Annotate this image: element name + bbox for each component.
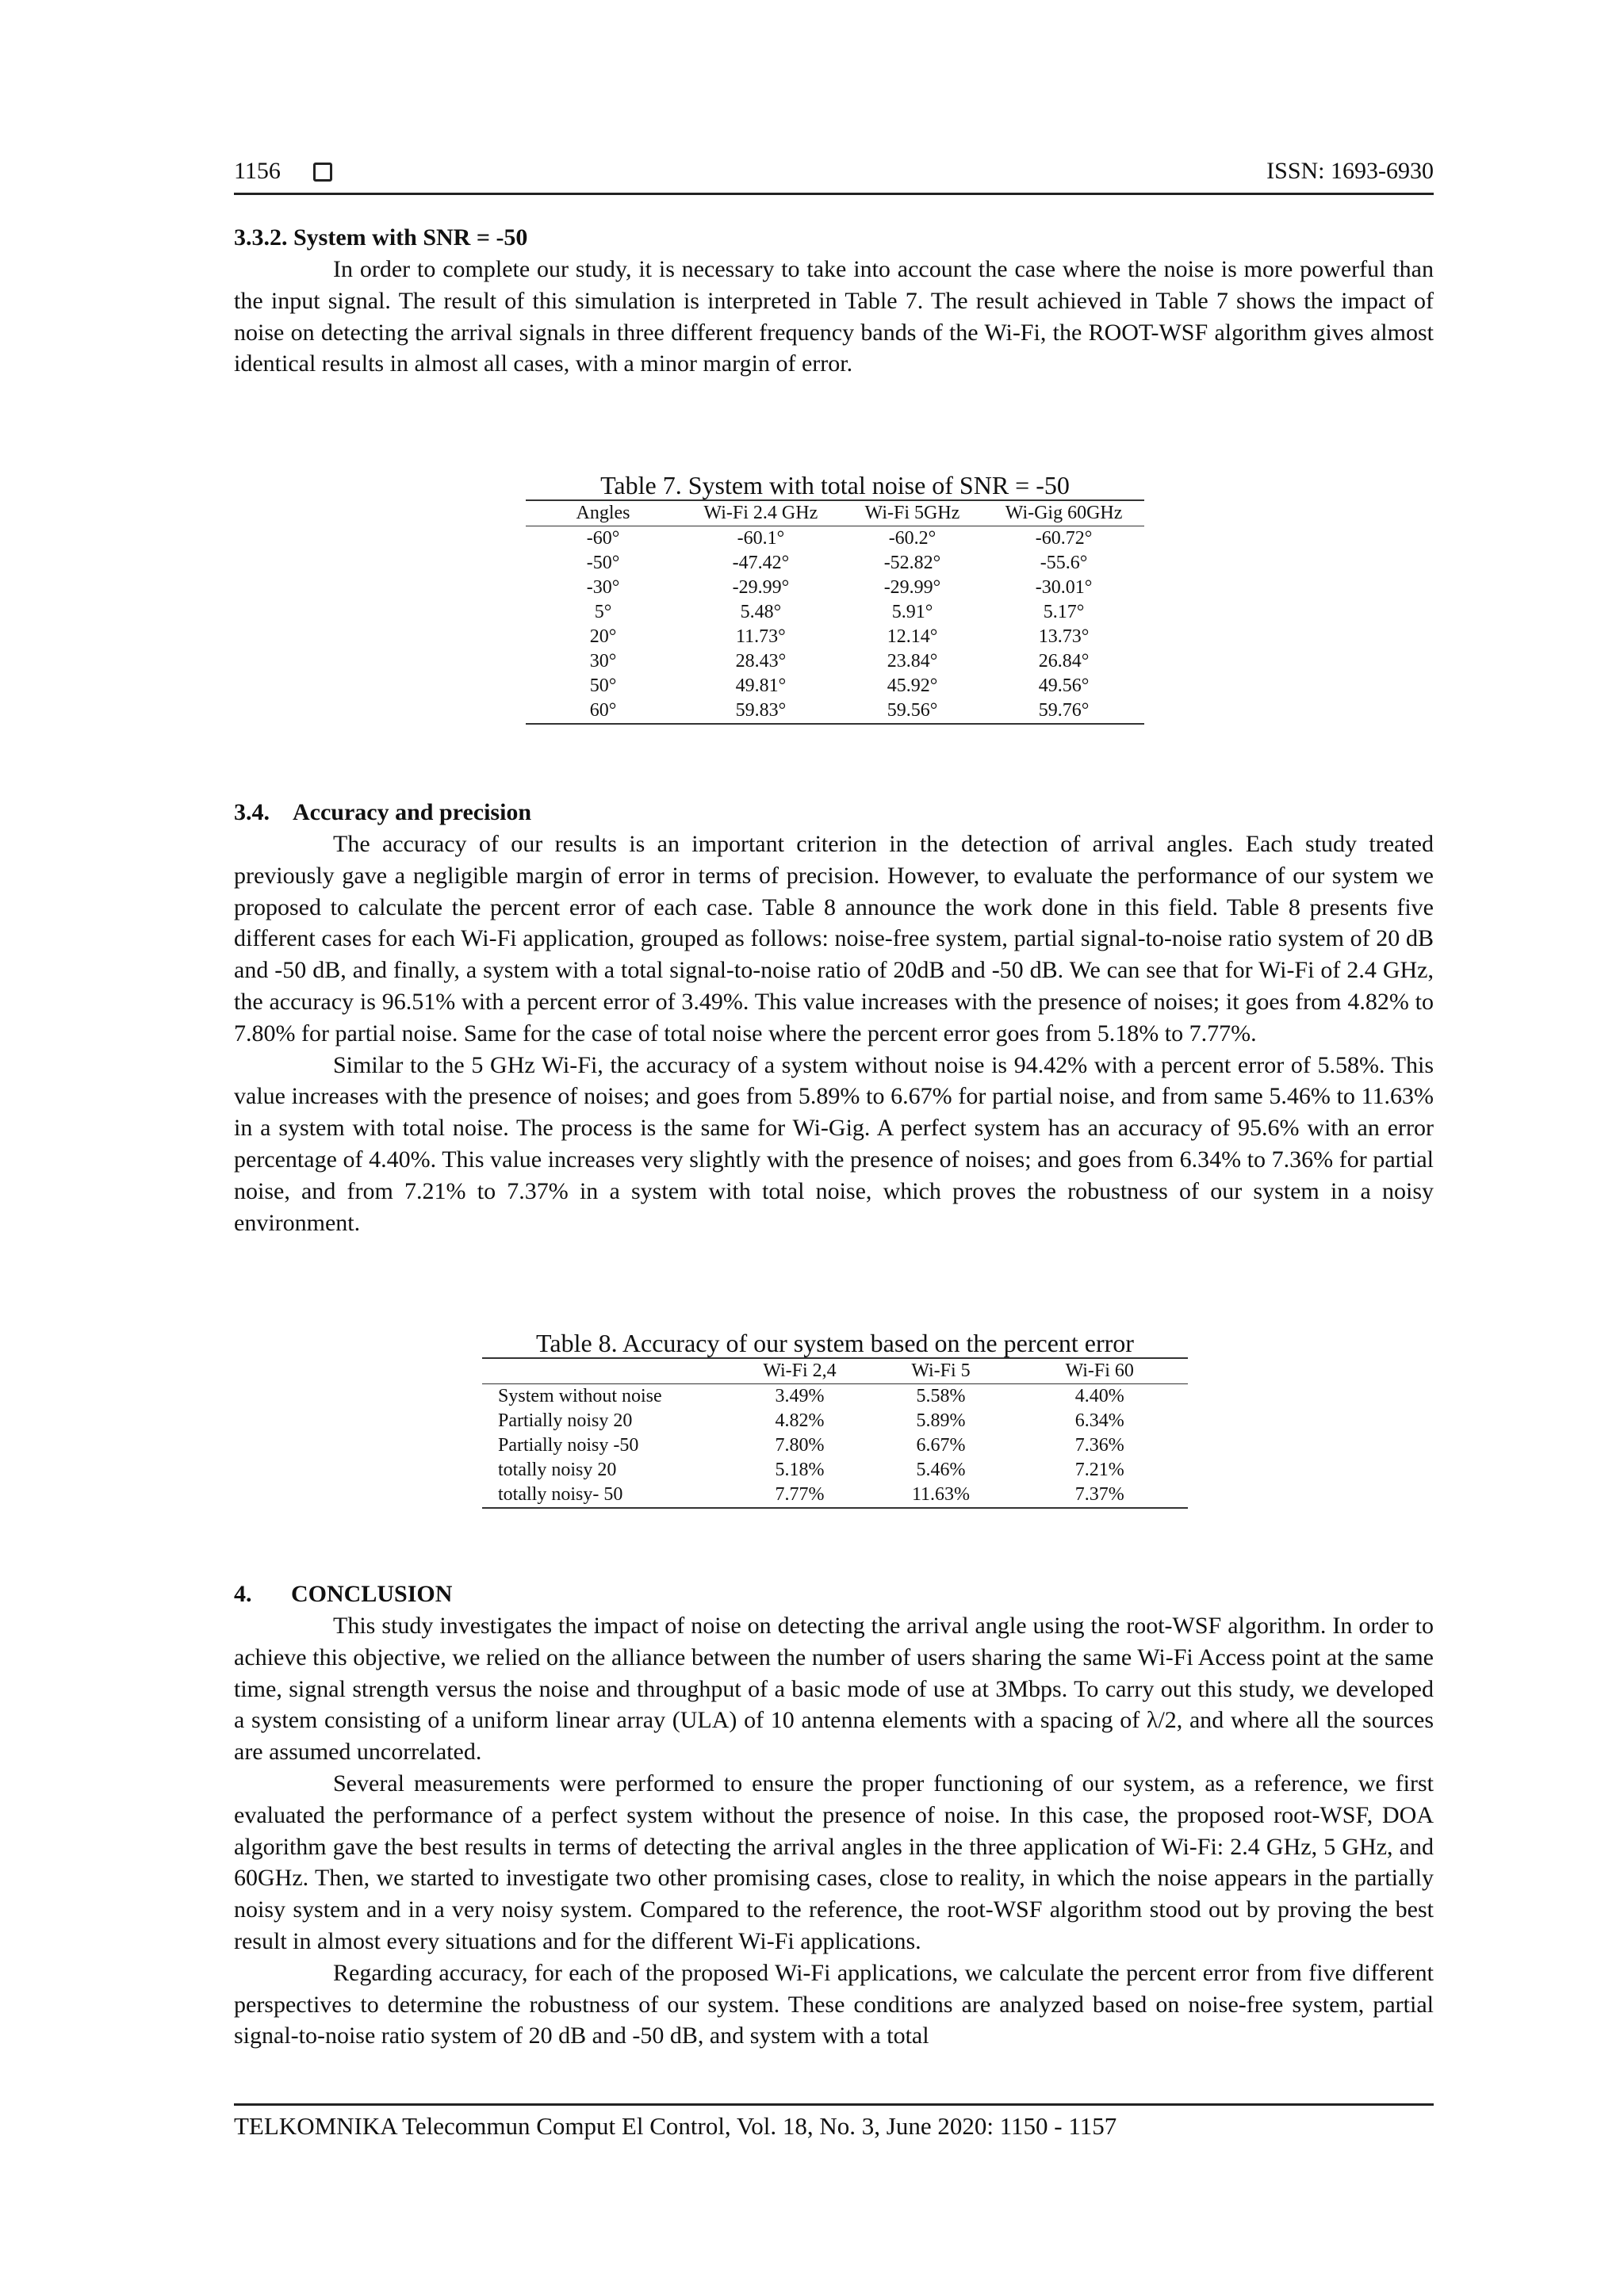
square-box-icon (313, 163, 332, 182)
page-footer (234, 2103, 1434, 2141)
column-header: Wi-Fi 2,4 (730, 1358, 871, 1384)
table-cell: 5.48° (740, 602, 782, 622)
table-row (482, 1409, 1188, 1433)
page-number: 1156 (234, 158, 281, 184)
table-header-row (482, 1358, 1188, 1384)
table-cell: -50° (586, 553, 620, 573)
paragraph: In order to complete our study, it is necessary to take into account the case where the noise is more powerful than the input signal. The result of this simulation is interpreted in Table 7. The result achieved in Table 7 shows the impact of noise on detecting the arrival signals in three different frequency bands of the Wi-Fi, the ROOT-WSF algorithm gives almost identical results in almost all cases, with a minor margin of error. (234, 256, 1434, 377)
table-cell: -60.1° (737, 528, 785, 549)
table-row (482, 1483, 1188, 1508)
table-row (526, 600, 1144, 625)
column-header: Wi-Fi 5GHz (841, 500, 983, 526)
table-cell: 7.37% (1012, 1483, 1189, 1508)
table-row (482, 1384, 1188, 1410)
section-heading (234, 1578, 1434, 1610)
table-cell: -29.99° (883, 577, 941, 598)
section-title: CONCLUSION (291, 1581, 453, 1607)
table-cell: 6.67% (916, 1435, 966, 1456)
section-title: Accuracy and precision (293, 799, 532, 825)
table-cell: 59.76° (983, 698, 1144, 724)
column-header: Wi-Fi 2.4 GHz (680, 500, 841, 526)
table-cell: 49.56° (1038, 675, 1090, 696)
table-row (482, 1458, 1188, 1483)
paragraph: Regarding accuracy, for each of the proposed Wi-Fi applications, we calculate the percent error from five different perspectives to determine the robustness of our system. These conditions are analyzed based on noise-free system, partial signal-to-noise ratio system of 20 dB and -50 dB, and system with a total (234, 1959, 1434, 2049)
journal-citation: TELKOMNIKA Telecommun Comput El Control, Vol. 18, No. 3, June 2020: 1150 - 1157 (234, 2112, 1117, 2140)
section-3-3-2 (234, 222, 1434, 380)
page-header (234, 156, 1434, 195)
table-cell: 49.81° (735, 675, 787, 696)
table-row (526, 576, 1144, 600)
section-number: 3.4. (234, 799, 270, 825)
section-3-4 (234, 797, 1434, 1238)
table-cell: -60.72° (1035, 528, 1093, 549)
table-cell: 60° (526, 698, 680, 724)
paragraph: Similar to the 5 GHz Wi-Fi, the accuracy of a system without noise is 94.42% with a percent error of 5.58%. This value increases with the presence of noises; and goes from 5.89% to 6.67% for partial noise, and from same 5.46% to 11.63% in a system with total noise. The process is the same for Wi-Gig. A perfect system has an accuracy of 95.6% with an error percentage of 4.40%. This value increases very slightly with the presence of noises; and goes from 6.34% to 7.36% for partial noise, and from 7.21% to 7.37% in a system with total noise, which proves the robustness of our system in a noisy environment. (234, 1051, 1434, 1236)
table-row (526, 698, 1144, 724)
table-cell: 11.73° (736, 626, 786, 647)
column-header: Wi-Fi 5 (871, 1358, 1012, 1384)
table-cell: 4.40% (1074, 1386, 1124, 1406)
table-cell: 23.84° (887, 651, 938, 672)
table-cell: 30° (589, 651, 617, 672)
table-cell: 20° (589, 626, 617, 647)
paragraph: The accuracy of our results is an important criterion in the detection of arrival angles. Each study treated previously gave a negligible margin of error in terms of precision. However, to evaluate the performance of our system we proposed to calculate the percent error of each case. Table 8 announce the work done in this field. Table 8 presents five different cases for each Wi-Fi application, grouped as follows: noise-free system, partial signal-to-noise ratio system of 20 dB and -50 dB, and finally, a system with a total signal-to-noise ratio of 20dB and -50 dB. We can see that for Wi-Fi of 2.4 GHz, the accuracy is 96.51% with a percent error of 3.49%. This value increases with the presence of noises; it goes from 4.82% to 7.80% for partial noise. Same for the case of total noise where the percent error goes from 5.18% to 7.77%. (234, 831, 1434, 1047)
table-8 (482, 1329, 1188, 1509)
table-cell: -52.82° (883, 553, 941, 573)
table-cell: -30.01° (1035, 577, 1093, 598)
table-cell: -60° (586, 528, 620, 549)
table-cell: 59.83° (680, 698, 841, 724)
table-cell: -29.99° (732, 577, 790, 598)
column-header: Wi-Gig 60GHz (983, 500, 1144, 526)
paragraph: This study investigates the impact of noise on detecting the arrival angle using the root-WSF algorithm. In order to achieve this objective, we relied on the alliance between the number of users sharing the same Wi-Fi Access point at the same time, signal strength versus the noise and throughput of a basic mode of use at 3Mbps. To carry out this study, we developed a system consisting of a uniform linear array (ULA) of 10 antenna elements with a spacing of λ/2, and where all the sources are assumed uncorrelated. (234, 1613, 1434, 1766)
table-cell: -30° (586, 577, 620, 598)
table-7 (526, 471, 1144, 725)
column-header (482, 1358, 730, 1384)
table-cell: 5.89% (916, 1410, 966, 1431)
column-header: Wi-Fi 60 (1012, 1358, 1189, 1384)
table-cell: 5.91° (891, 602, 933, 622)
paragraph: Several measurements were performed to ensure the proper functioning of our system, as a reference, we first evaluated the performance of a perfect system without the presence of noise. In this case, the proposed root-WSF, DOA algorithm gave the best results in terms of detecting the arrival angles in the three application of Wi-Fi: 2.4 GHz, 5 GHz, and 60GHz. Then, we started to investigate two other promising cases, close to reality, in which the noise appears in the partially noisy system and in a very noisy system. Compared to the reference, the root-WSF algorithm stood out by proving the best result in almost every situations and for the different Wi-Fi applications. (234, 1770, 1434, 1954)
section-number: 4. (234, 1581, 252, 1607)
row-label: System without noise (498, 1386, 662, 1406)
table-row (526, 674, 1144, 698)
section-heading (234, 797, 1434, 828)
table-cell: -60.2° (888, 528, 936, 549)
table-cell: -55.6° (1040, 553, 1088, 573)
table-cell: 6.34% (1074, 1410, 1124, 1431)
row-label: totally noisy- 50 (482, 1483, 730, 1508)
section-4-conclusion (234, 1578, 1434, 2052)
table-cell: 26.84° (1038, 651, 1090, 672)
table-cell: 59.56° (841, 698, 983, 724)
table-cell: 5° (594, 602, 612, 622)
table-cell: 28.43° (735, 651, 787, 672)
table-cell: 45.92° (887, 675, 938, 696)
table-cell: 50° (589, 675, 617, 696)
table-cell: 13.73° (1038, 626, 1090, 647)
row-label: Partially noisy 20 (498, 1410, 633, 1431)
table-row (482, 1433, 1188, 1458)
issn: ISSN: 1693-6930 (1266, 158, 1434, 184)
table-cell: 12.14° (887, 626, 938, 647)
table-row (526, 625, 1144, 649)
table-cell: -47.42° (732, 553, 790, 573)
table-cell: 5.18% (775, 1460, 825, 1480)
table-cell: 5.17° (1043, 602, 1085, 622)
row-label: Partially noisy -50 (498, 1435, 639, 1456)
table-cell: 7.36% (1074, 1435, 1124, 1456)
column-header: Angles (526, 500, 680, 526)
table-row (526, 649, 1144, 674)
table-cell: 7.80% (775, 1435, 825, 1456)
table-8-grid (482, 1357, 1188, 1509)
table-caption: Table 7. System with total noise of SNR = -50 (600, 471, 1070, 499)
section-heading: 3.3.2. System with SNR = -50 (234, 224, 528, 251)
table-cell: 4.82% (775, 1410, 825, 1431)
table-row (526, 551, 1144, 576)
table-cell: 5.58% (916, 1386, 966, 1406)
table-caption: Table 8. Accuracy of our system based on the percent error (536, 1329, 1134, 1357)
table-cell: 5.46% (916, 1460, 966, 1480)
table-cell: 7.21% (1074, 1460, 1124, 1480)
table-header-row (526, 500, 1144, 526)
row-label: totally noisy 20 (498, 1460, 617, 1480)
table-cell: 3.49% (775, 1386, 825, 1406)
table-cell: 7.77% (730, 1483, 871, 1508)
table-7-grid (526, 499, 1144, 725)
table-row (526, 526, 1144, 552)
table-cell: 11.63% (871, 1483, 1012, 1508)
